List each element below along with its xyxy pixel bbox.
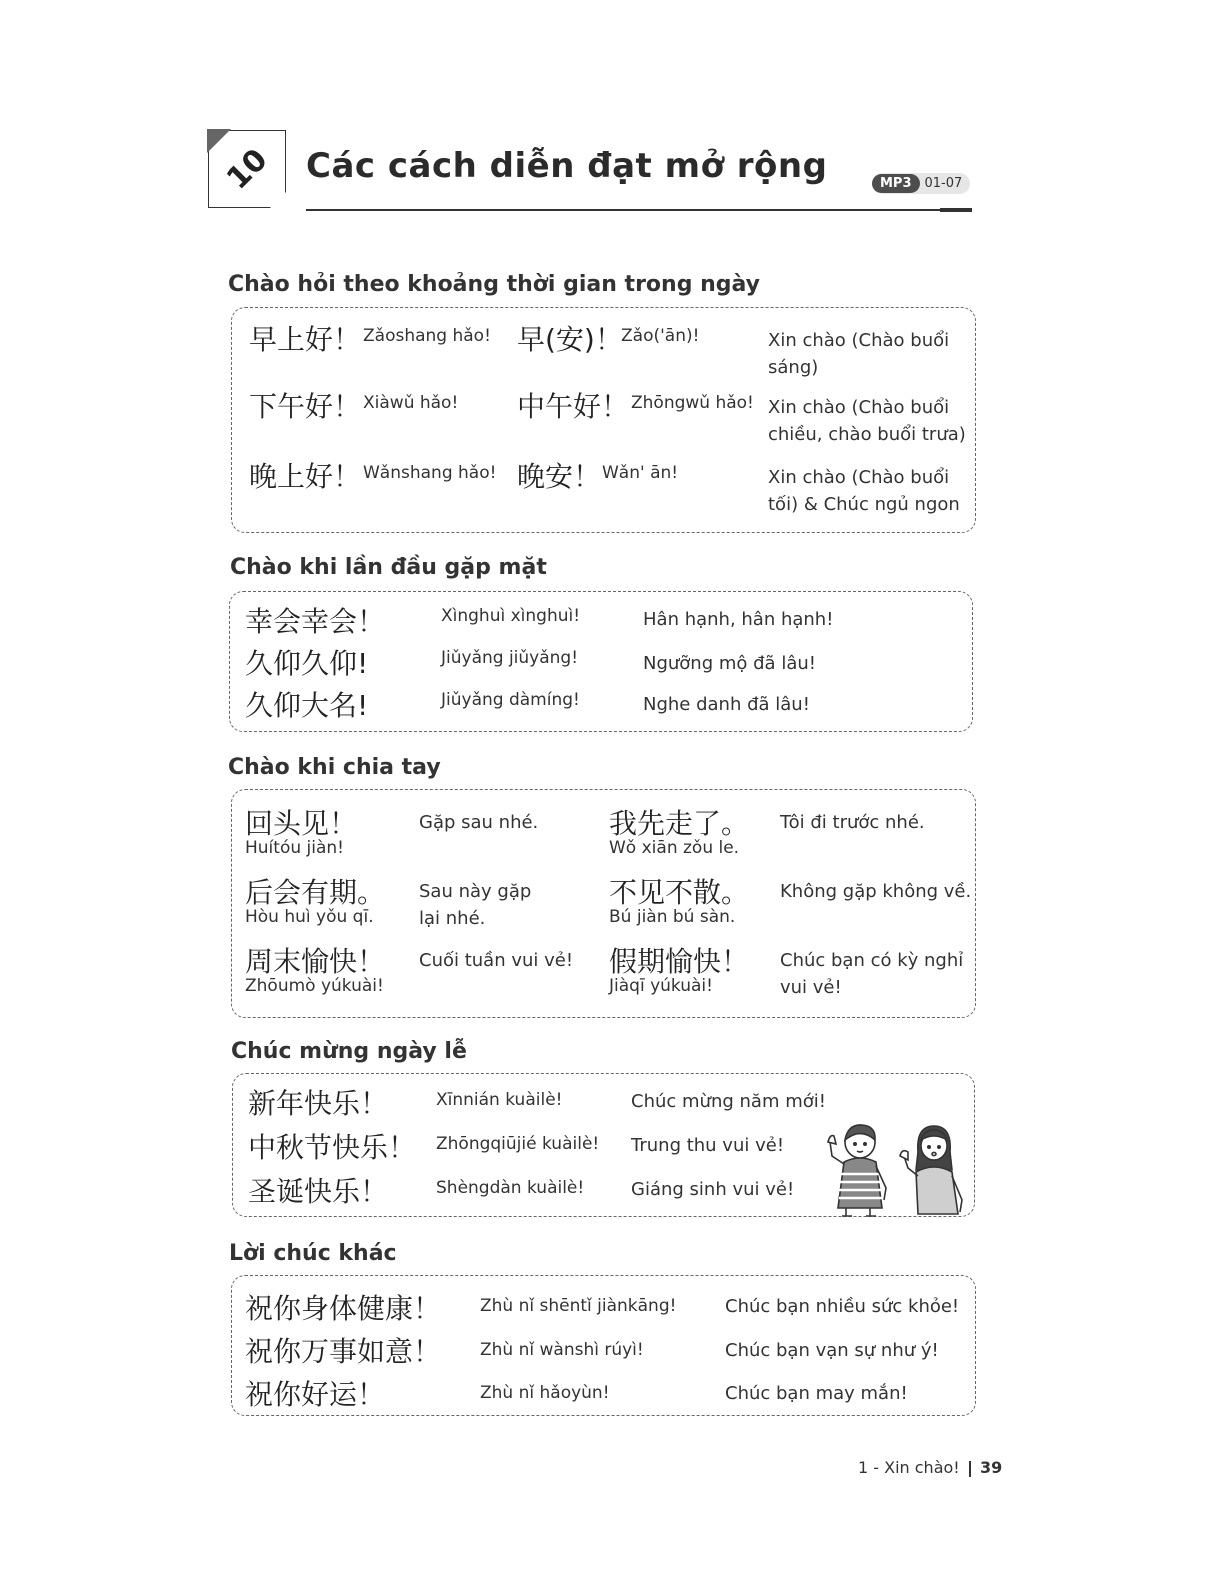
section-box-time-of-day (231, 307, 976, 533)
lesson-number-badge (208, 130, 286, 208)
pinyin: Zhōngqiūjié kuàilè! (436, 1134, 600, 1154)
chinese-phrase: 回头见！ (245, 807, 358, 840)
section-title-time-of-day: Chào hỏi theo khoảng thời gian trong ngày (228, 272, 761, 297)
section-title-other-wishes: Lời chúc khác (229, 1241, 397, 1266)
pinyin: Zhù nǐ hǎoyùn! (480, 1383, 610, 1403)
vietnamese-meaning: Xin chào (Chào buổi tối) & Chúc ngủ ngon (768, 467, 960, 515)
chinese-phrase: 晚上好！ (249, 460, 362, 493)
section-title-holidays: Chúc mừng ngày lễ (231, 1039, 467, 1064)
pinyin: Wǎn' ān! (602, 463, 679, 483)
chinese-phrase: 下午好！ (249, 390, 362, 423)
page-number: 39 (980, 1458, 1003, 1477)
pinyin: Wǒ xiān zǒu le. (609, 838, 740, 858)
pinyin: Xiàwǔ hǎo! (363, 393, 459, 413)
chinese-phrase: 早(安)！ (517, 323, 623, 356)
pinyin: Zhōngwǔ hǎo! (631, 393, 754, 413)
vietnamese-meaning: Chúc bạn vạn sự như ý! (725, 1340, 939, 1361)
waving-people-illustration (826, 1122, 972, 1218)
vietnamese-meaning: Chúc bạn may mắn! (725, 1383, 908, 1404)
vietnamese-meaning: Chúc bạn nhiều sức khỏe! (725, 1296, 960, 1317)
pinyin: Huítóu jiàn! (245, 838, 344, 858)
pinyin: Xìnghuì xìnghuì! (441, 606, 581, 626)
title-underline (306, 209, 970, 211)
chinese-phrase: 早上好！ (249, 323, 362, 356)
vietnamese-meaning: Tôi đi trước nhé. (780, 812, 925, 833)
section-box-first-meeting (229, 591, 973, 732)
chinese-phrase: 新年快乐！ (248, 1087, 389, 1120)
section-box-farewell (231, 789, 976, 1018)
section-title-first-meeting: Chào khi lần đầu gặp mặt (230, 555, 547, 580)
chinese-phrase: 祝你万事如意！ (245, 1335, 442, 1368)
chinese-phrase: 晚安！ (517, 460, 602, 493)
vietnamese-meaning: Giáng sinh vui vẻ! (631, 1179, 795, 1200)
chinese-phrase: 幸会幸会！ (245, 605, 386, 638)
pinyin: Jiǔyǎng dàmíng! (441, 690, 580, 710)
vietnamese-meaning: Sau này gặp lại nhé. (419, 881, 532, 929)
chinese-phrase: 不见不散。 (609, 876, 750, 909)
pinyin: Zhù nǐ wànshì rúyì! (480, 1340, 644, 1360)
lesson-number: 10 (219, 141, 275, 197)
footer-divider (969, 1461, 971, 1477)
chinese-phrase: 后会有期。 (245, 876, 386, 909)
vietnamese-meaning: Không gặp không về. (780, 881, 972, 902)
vietnamese-meaning: Hân hạnh, hân hạnh! (643, 609, 834, 630)
girl-figure (900, 1126, 962, 1214)
pinyin: Wǎnshang hǎo! (363, 463, 497, 483)
chinese-phrase: 祝你好运！ (245, 1378, 386, 1411)
chinese-phrase: 中午好！ (517, 390, 630, 423)
footer-chapter: 1 - Xin chào! (858, 1458, 960, 1477)
chinese-phrase: 久仰久仰! (245, 647, 369, 680)
mp3-track-badge (872, 173, 970, 194)
chinese-phrase: 圣诞快乐！ (248, 1175, 389, 1208)
chinese-phrase: 假期愉快！ (609, 945, 750, 978)
vietnamese-meaning: Chúc mừng năm mới! (631, 1091, 826, 1112)
chinese-phrase: 我先走了。 (609, 807, 750, 840)
section-title-farewell: Chào khi chia tay (228, 755, 441, 780)
boy-figure (828, 1125, 886, 1216)
vietnamese-meaning: Xin chào (Chào buổi chiều, chào buổi trưa) (768, 397, 966, 445)
page-title: Các cách diễn đạt mở rộng (306, 146, 828, 186)
mp3-label: MP3 (872, 174, 920, 193)
pinyin: Zhōumò yúkuài! (245, 976, 384, 996)
section-box-other-wishes (231, 1275, 976, 1416)
pinyin: Bú jiàn bú sàn. (609, 907, 736, 927)
pinyin: Jiǔyǎng jiǔyǎng! (441, 648, 579, 668)
pinyin: Shèngdàn kuàilè! (436, 1178, 585, 1198)
chinese-phrase: 久仰大名! (245, 689, 369, 722)
vietnamese-meaning: Chúc bạn có kỳ nghỉ vui vẻ! (780, 950, 964, 998)
vietnamese-meaning: Cuối tuần vui vẻ! (419, 950, 574, 971)
pinyin: Zǎoshang hǎo! (363, 326, 491, 346)
vietnamese-meaning: Ngưỡng mộ đã lâu! (643, 653, 816, 674)
pinyin: Zǎo('ān)! (621, 326, 700, 346)
vietnamese-meaning: Nghe danh đã lâu! (643, 694, 810, 715)
pinyin: Hòu huì yǒu qī. (245, 907, 374, 927)
title-underline-accent (940, 208, 972, 212)
mp3-track-number: 01-07 (924, 176, 963, 191)
chinese-phrase: 周末愉快！ (245, 945, 386, 978)
vietnamese-meaning: Gặp sau nhé. (419, 812, 539, 833)
pinyin: Zhù nǐ shēntǐ jiànkāng! (480, 1296, 677, 1316)
vietnamese-meaning: Xin chào (Chào buổi sáng) (768, 330, 950, 378)
chinese-phrase: 中秋节快乐！ (248, 1131, 417, 1164)
pinyin: Jiàqī yúkuài! (609, 976, 713, 996)
chinese-phrase: 祝你身体健康！ (245, 1292, 442, 1325)
pinyin: Xīnnián kuàilè! (436, 1090, 563, 1110)
vietnamese-meaning: Trung thu vui vẻ! (631, 1135, 785, 1156)
